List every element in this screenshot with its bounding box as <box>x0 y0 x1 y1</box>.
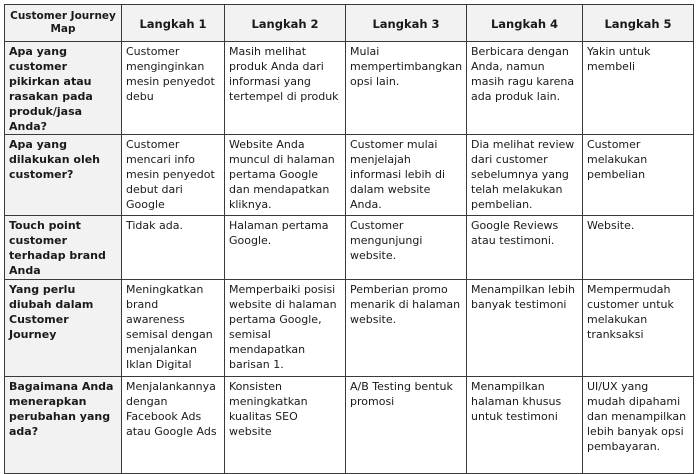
table-cell: Masih melihat produk Anda dari informasi yang tertempel di produk <box>225 42 346 135</box>
table-row <box>5 377 694 474</box>
customer-journey-table <box>4 4 694 474</box>
step-2-header: Langkah 2 <box>225 5 346 42</box>
row-label-thoughts: Apa yang customer pikirkan atau rasakan pada produk/jasa Anda? <box>5 42 122 135</box>
table-cell: Memperbaiki posisi website di halaman pertama Google, semisal mendapatkan barisan 1. <box>225 280 346 377</box>
table-cell: Menampilkan halaman khusus untuk testimoni <box>467 377 583 474</box>
customer-journey-map <box>4 4 694 474</box>
row-label-actions: Apa yang dilakukan oleh customer? <box>5 135 122 216</box>
table-cell: Pemberian promo menarik di halaman website. <box>346 280 467 377</box>
table-cell: Halaman pertama Google. <box>225 216 346 280</box>
table-cell: Customer mengunjungi website. <box>346 216 467 280</box>
table-cell: Menjalankannya dengan Facebook Ads atau Google Ads <box>122 377 225 474</box>
table-cell: Website. <box>583 216 694 280</box>
table-cell: Tidak ada. <box>122 216 225 280</box>
table-cell: Customer mencari info mesin penyedot debut dari Google <box>122 135 225 216</box>
table-cell: Berbicara dengan Anda, namun masih ragu karena ada produk lain. <box>467 42 583 135</box>
row-label-touchpoint: Touch point customer terhadap brand Anda <box>5 216 122 280</box>
step-3-header: Langkah 3 <box>346 5 467 42</box>
table-cell: UI/UX yang mudah dipahami dan menampilkan lebih banyak opsi pembayaran. <box>583 377 694 474</box>
table-cell: Mulai mempertimbangkan opsi lain. <box>346 42 467 135</box>
step-4-header: Langkah 4 <box>467 5 583 42</box>
table-row <box>5 280 694 377</box>
table-cell: A/B Testing bentuk promosi <box>346 377 467 474</box>
table-cell: Customer menginginkan mesin penyedot debu <box>122 42 225 135</box>
row-label-implementation: Bagaimana Anda menerapkan perubahan yang ada? <box>5 377 122 474</box>
corner-header: Customer Journey Map <box>5 5 122 42</box>
table-header-row <box>5 5 694 42</box>
step-5-header: Langkah 5 <box>583 5 694 42</box>
table-row <box>5 216 694 280</box>
table-cell: Customer mulai menjelajah informasi lebih di dalam website Anda. <box>346 135 467 216</box>
table-cell: Customer melakukan pembelian <box>583 135 694 216</box>
table-row <box>5 135 694 216</box>
step-1-header: Langkah 1 <box>122 5 225 42</box>
table-cell: Meningkatkan brand awareness semisal dengan menjalankan Iklan Digital <box>122 280 225 377</box>
table-cell: Menampilkan lebih banyak testimoni <box>467 280 583 377</box>
row-label-changes: Yang perlu diubah dalam Customer Journey <box>5 280 122 377</box>
table-cell: Google Reviews atau testimoni. <box>467 216 583 280</box>
table-cell: Yakin untuk membeli <box>583 42 694 135</box>
table-cell: Website Anda muncul di halaman pertama Google dan mendapatkan kliknya. <box>225 135 346 216</box>
table-cell: Konsisten meningkatkan kualitas SEO website <box>225 377 346 474</box>
table-cell: Mempermudah customer untuk melakukan tranksaksi <box>583 280 694 377</box>
table-cell: Dia melihat review dari customer sebelumnya yang telah melakukan pembelian. <box>467 135 583 216</box>
table-row <box>5 42 694 135</box>
